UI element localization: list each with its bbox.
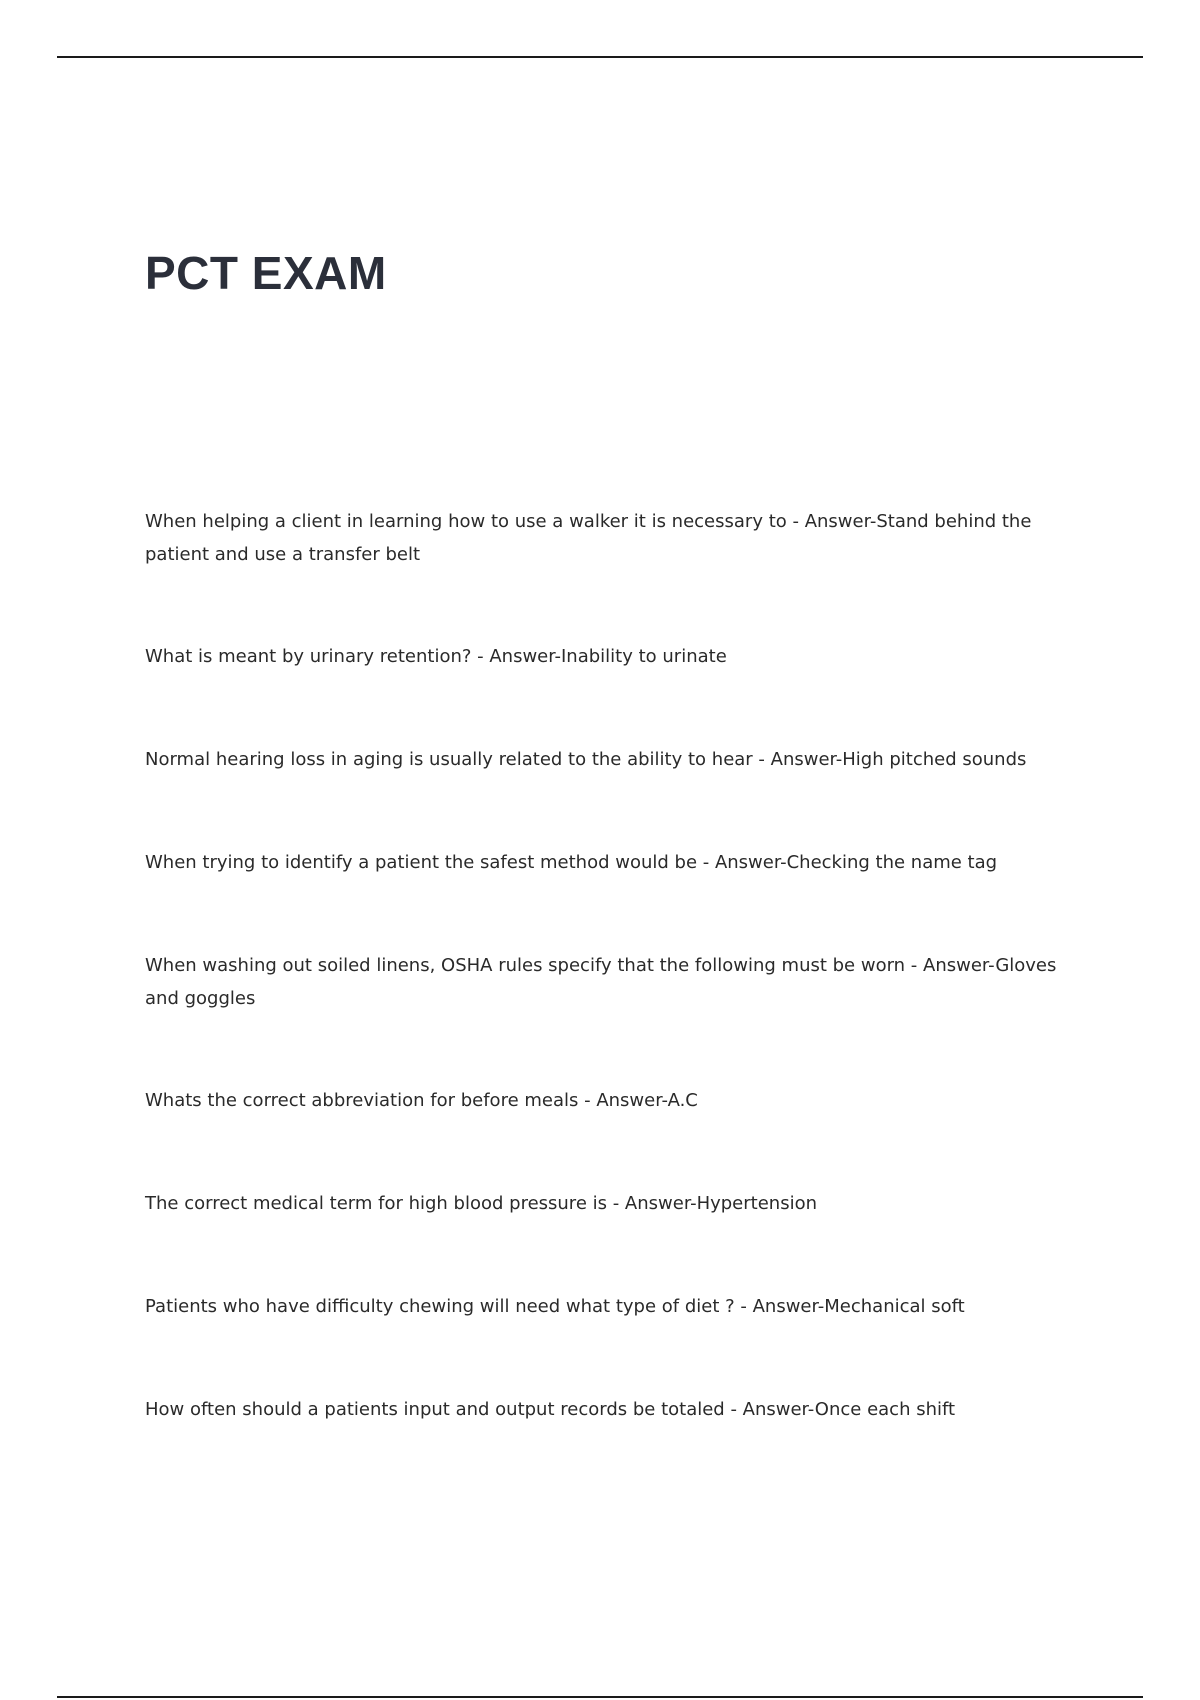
qa-list [145, 505, 1075, 1426]
qa-item: When washing out soiled linens, OSHA rules specify that the following must be worn - Answer-Gloves and goggles [145, 955, 1057, 1009]
qa-item: What is meant by urinary retention? - Answer-Inability to urinate [145, 646, 727, 667]
qa-item: When helping a client in learning how to use a walker it is necessary to - Answer-Stand behind the patient and use a transfer belt [145, 511, 1032, 565]
qa-item: The correct medical term for high blood pressure is - Answer-Hypertension [145, 1193, 817, 1214]
document-title: PCT EXAM [145, 247, 387, 299]
qa-item: When trying to identify a patient the safest method would be - Answer-Checking the name tag [145, 852, 998, 873]
qa-item: Patients who have difficulty chewing will need what type of diet ? - Answer-Mechanical soft [145, 1296, 965, 1317]
qa-item: Normal hearing loss in aging is usually related to the ability to hear - Answer-High pitched sounds [145, 749, 1027, 770]
footer-divider [57, 1696, 1143, 1698]
qa-item: Whats the correct abbreviation for before meals - Answer-A.C [145, 1090, 698, 1111]
header-divider [57, 56, 1143, 58]
qa-item: How often should a patients input and output records be totaled - Answer-Once each shift [145, 1399, 956, 1420]
